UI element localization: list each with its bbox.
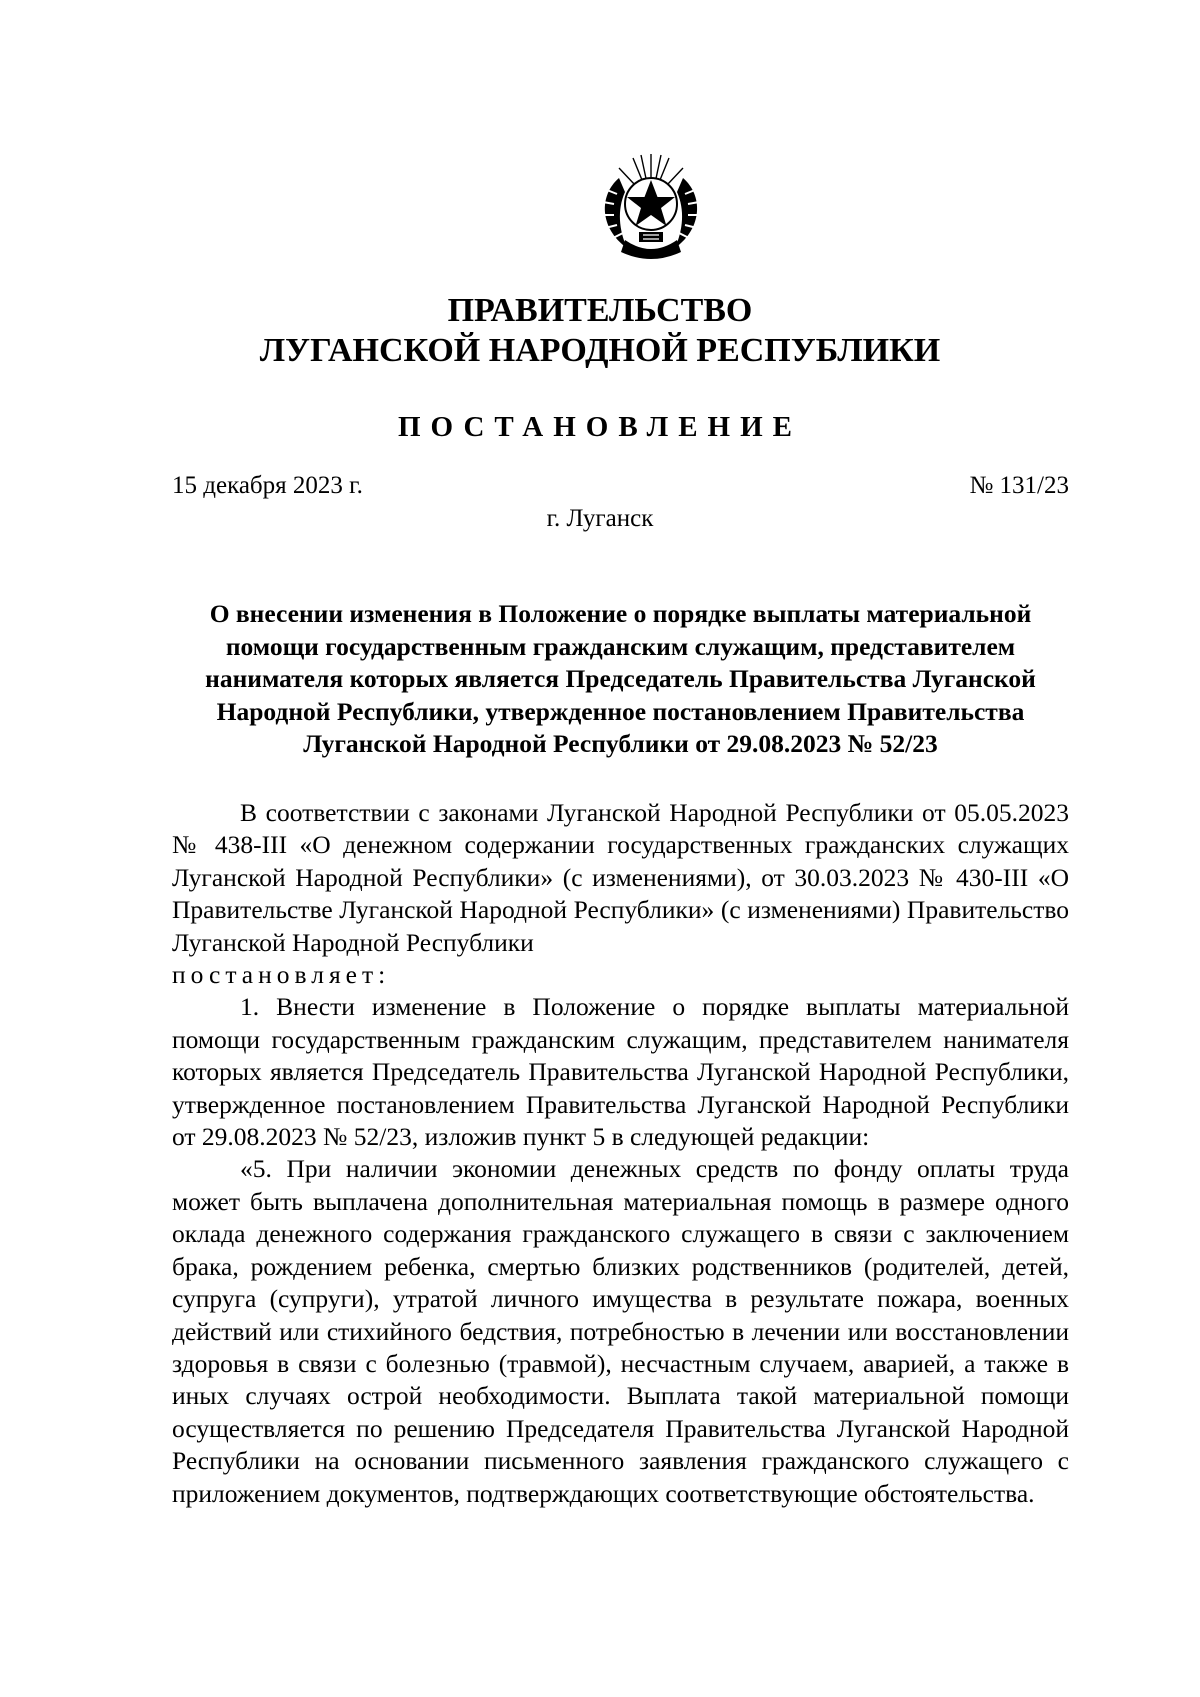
decree-word-paragraph	[172, 959, 1069, 991]
document-body	[172, 797, 1069, 1510]
document-number: № 131/23	[969, 472, 1069, 499]
document-type: ПОСТАНОВЛЕНИЕ	[397, 411, 802, 443]
document-date: 15 декабря 2023 г.	[172, 472, 363, 499]
item-1-paragraph: 1. Внести изменение в Положение о порядке выплаты материальной помощи государственным гражданским служащим, представителем нанимателя которых является Председатель Правительства Луганской Народной Республики, утвержденное постановлением Правительства Луганской Народной Республики от 29.08.2023 № 52/23, изложив пункт 5 в следующей редакции:	[172, 992, 1069, 1152]
decree-word: постановляет:	[172, 960, 391, 990]
preamble-paragraph	[172, 797, 1069, 959]
item-5-paragraph: «5. При наличии экономии денежных средств по фонду оплаты труда может быть выплачена дополнительная материальная помощь в размере одного оклада денежного содержания гражданского служащего в связи с заключением брака, рождением ребенка, смертью близких родственников (родителей, детей, супруга (супруги), утратой личного имущества в результате пожара, военных действий или стихийного бедствия, потребностью в лечении или восстановлении здоровья в связи с болезнью (травмой), несчастным случаем, аварией, а также в иных случаях острой необходимости. Выплата такой материальной помощи осуществляется по решению Председателя Правительства Луганской Народной Республики на основании письменного заявления гражданского служащего с приложением документов, подтверждающих соответствующие обстоятельства.	[172, 1154, 1069, 1508]
government-name-line1: ПРАВИТЕЛЬСТВО	[447, 292, 753, 329]
lpr-coat-of-arms-icon	[589, 140, 713, 264]
government-name-line2: ЛУГАНСКОЙ НАРОДНОЙ РЕСПУБЛИКИ	[259, 332, 941, 369]
preamble-text: В соответствии с законами Луганской Народной Республики от 05.05.2023 № 438-III «О денежном содержании государственных гражданских служащих Луганской Народной Республики» (с изменениями), от 30.03.2023 № 430-III «О Правительстве Луганской Народной Республики» (с изменениями) Правительство Луганской Народной Республики	[172, 798, 1069, 957]
document-city: г. Луганск	[546, 505, 654, 532]
document-title: О внесении изменения в Положение о порядке выплаты материальной помощи государственным гражданским служащим, представителем нанимателя которых является Председатель Правительства Луганской Народной Республики, утвержденное постановлением Правительства Луганской Народной Республики от 29.08.2023 № 52/23	[205, 599, 1036, 758]
